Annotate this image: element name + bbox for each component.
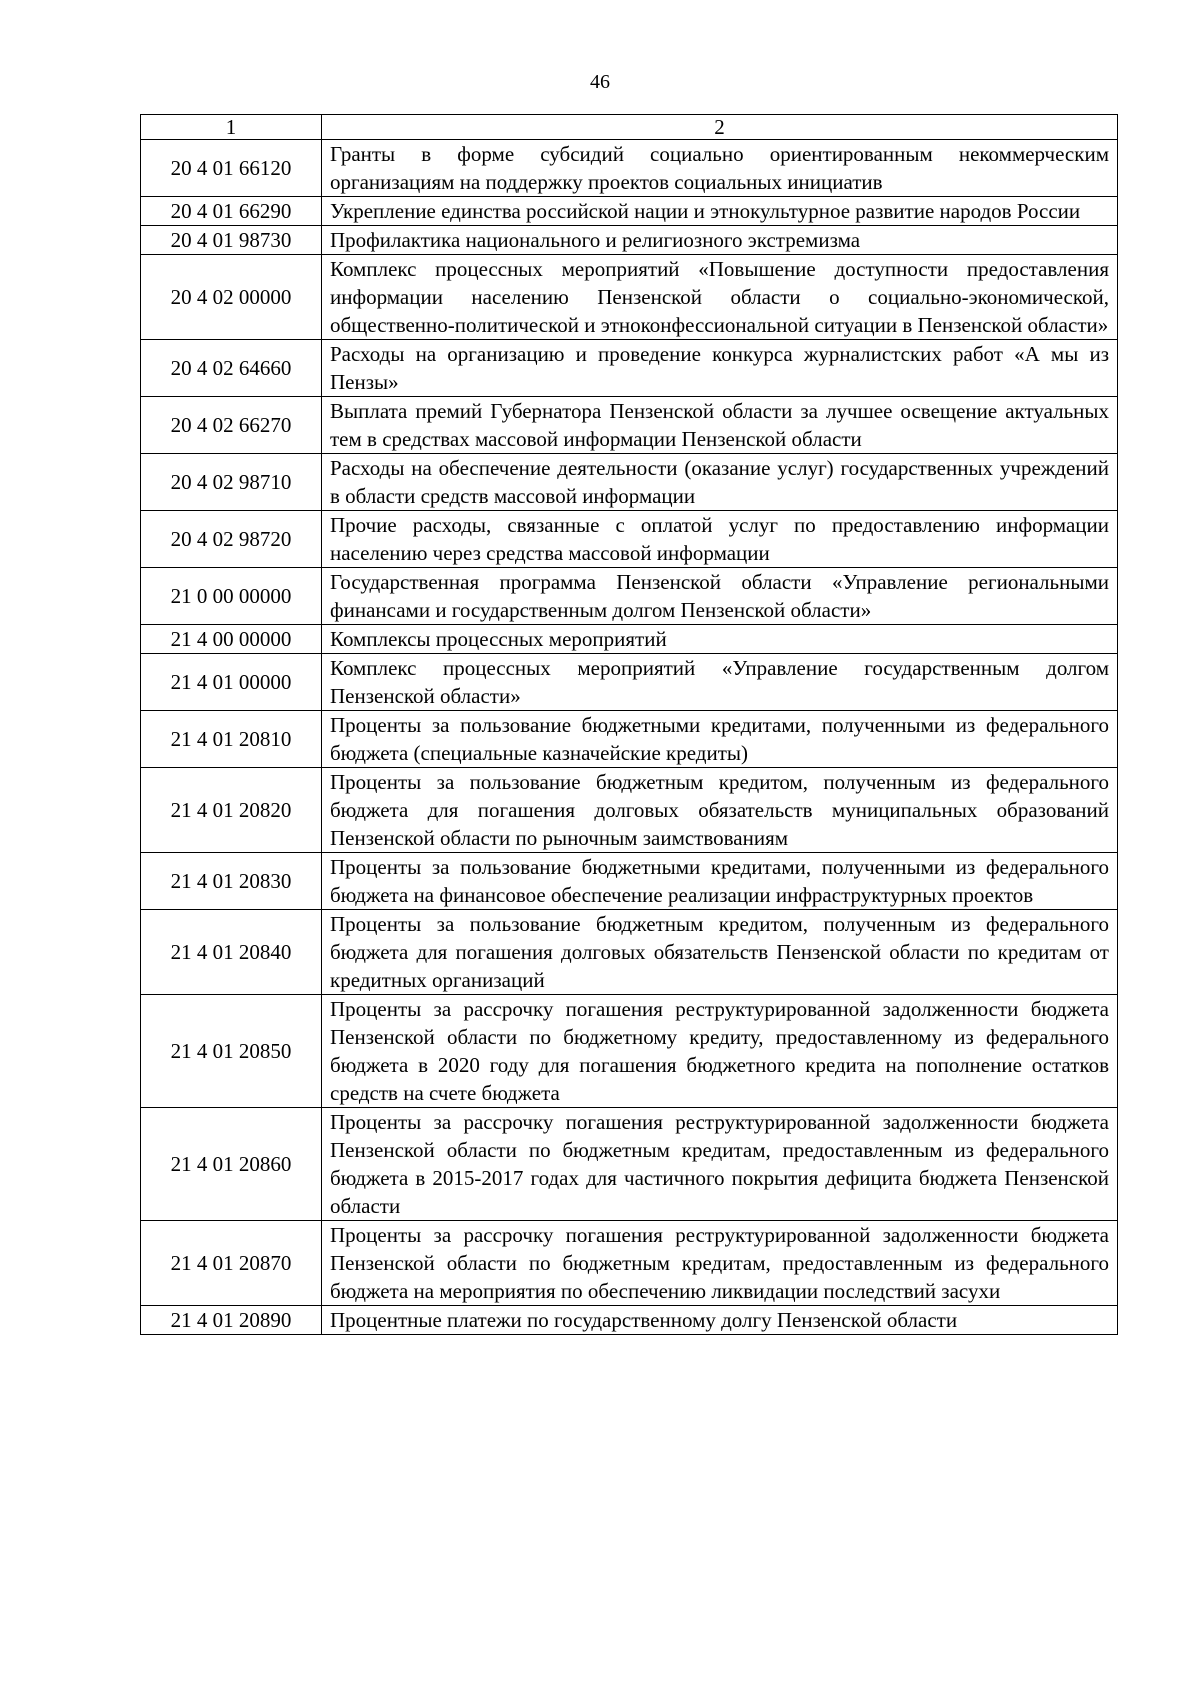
budget-classification-table	[140, 114, 1118, 1335]
table-row	[141, 226, 1118, 255]
table-row	[141, 1221, 1118, 1306]
row-description: Проценты за пользование бюджетным кредитом, полученным из федерального бюджета для погашения долговых обязательств Пензенской области по кредитам от кредитных организаций	[322, 910, 1118, 995]
table-row	[141, 654, 1118, 711]
row-code: 21 4 01 20840	[141, 910, 322, 995]
row-description: Комплексы процессных мероприятий	[322, 625, 1118, 654]
row-code: 21 4 01 20810	[141, 711, 322, 768]
row-description: Комплекс процессных мероприятий «Повышение доступности предоставления информации населению Пензенской области о социально-экономической, общественно-политической и этноконфессиональной ситуации в Пензенской области»	[322, 255, 1118, 340]
row-description: Проценты за рассрочку погашения реструктурированной задолженности бюджета Пензенской области по бюджетным кредитам, предоставленным из федерального бюджета в 2015-2017 годах для частичного покрытия дефицита бюджета Пензенской области	[322, 1108, 1118, 1221]
row-description: Проценты за рассрочку погашения реструктурированной задолженности бюджета Пензенской области по бюджетным кредитам, предоставленным из федерального бюджета на мероприятия по обеспечению ликвидации последствий засухи	[322, 1221, 1118, 1306]
table-row	[141, 1306, 1118, 1335]
table-row	[141, 853, 1118, 910]
row-code: 20 4 01 66120	[141, 140, 322, 197]
row-description: Расходы на обеспечение деятельности (оказание услуг) государственных учреждений в области средств массовой информации	[322, 454, 1118, 511]
row-description: Проценты за пользование бюджетными кредитами, полученными из федерального бюджета на финансовое обеспечение реализации инфраструктурных проектов	[322, 853, 1118, 910]
table-row	[141, 910, 1118, 995]
row-code: 21 0 00 00000	[141, 568, 322, 625]
table-header-row	[141, 115, 1118, 140]
table-row	[141, 340, 1118, 397]
table-row	[141, 711, 1118, 768]
row-description: Проценты за пользование бюджетным кредитом, полученным из федерального бюджета для погашения долговых обязательств муниципальных образований Пензенской области по рыночным заимствованиям	[322, 768, 1118, 853]
table-row	[141, 995, 1118, 1108]
row-code: 20 4 02 64660	[141, 340, 322, 397]
table-row	[141, 568, 1118, 625]
table-row	[141, 397, 1118, 454]
table-row	[141, 768, 1118, 853]
row-description: Укрепление единства российской нации и этнокультурное развитие народов России	[322, 197, 1118, 226]
row-description: Выплата премий Губернатора Пензенской области за лучшее освещение актуальных тем в средствах массовой информации Пензенской области	[322, 397, 1118, 454]
row-description: Прочие расходы, связанные с оплатой услуг по предоставлению информации населению через средства массовой информации	[322, 511, 1118, 568]
row-description: Государственная программа Пензенской области «Управление региональными финансами и государственным долгом Пензенской области»	[322, 568, 1118, 625]
row-description: Проценты за рассрочку погашения реструктурированной задолженности бюджета Пензенской области по бюджетному кредиту, предоставленному из федерального бюджета в 2020 году для погашения бюджетного кредита на пополнение остатков средств на счете бюджета	[322, 995, 1118, 1108]
table-row	[141, 625, 1118, 654]
row-code: 21 4 01 20870	[141, 1221, 322, 1306]
row-description: Проценты за пользование бюджетными кредитами, полученными из федерального бюджета (специальные казначейские кредиты)	[322, 711, 1118, 768]
table-row	[141, 197, 1118, 226]
row-code: 20 4 02 98720	[141, 511, 322, 568]
row-description: Расходы на организацию и проведение конкурса журналистских работ «А мы из Пензы»	[322, 340, 1118, 397]
row-code: 21 4 01 20890	[141, 1306, 322, 1335]
row-description: Гранты в форме субсидий социально ориентированным некоммерческим организациям на поддержку проектов социальных инициатив	[322, 140, 1118, 197]
row-code: 21 4 01 20830	[141, 853, 322, 910]
page-number: 46	[590, 71, 610, 93]
table-row	[141, 140, 1118, 197]
column-header-description: 2	[322, 115, 1118, 140]
row-code: 21 4 01 20850	[141, 995, 322, 1108]
row-code: 21 4 01 20860	[141, 1108, 322, 1221]
row-code: 20 4 01 66290	[141, 197, 322, 226]
row-code: 21 4 01 00000	[141, 654, 322, 711]
row-code: 20 4 02 98710	[141, 454, 322, 511]
table-row	[141, 255, 1118, 340]
row-code: 20 4 02 00000	[141, 255, 322, 340]
column-header-code: 1	[141, 115, 322, 140]
row-code: 20 4 02 66270	[141, 397, 322, 454]
row-code: 20 4 01 98730	[141, 226, 322, 255]
table-row	[141, 1108, 1118, 1221]
row-description: Процентные платежи по государственному долгу Пензенской области	[322, 1306, 1118, 1335]
row-description: Профилактика национального и религиозного экстремизма	[322, 226, 1118, 255]
row-code: 21 4 00 00000	[141, 625, 322, 654]
table-row	[141, 511, 1118, 568]
table-row	[141, 454, 1118, 511]
row-description: Комплекс процессных мероприятий «Управление государственным долгом Пензенской области»	[322, 654, 1118, 711]
row-code: 21 4 01 20820	[141, 768, 322, 853]
